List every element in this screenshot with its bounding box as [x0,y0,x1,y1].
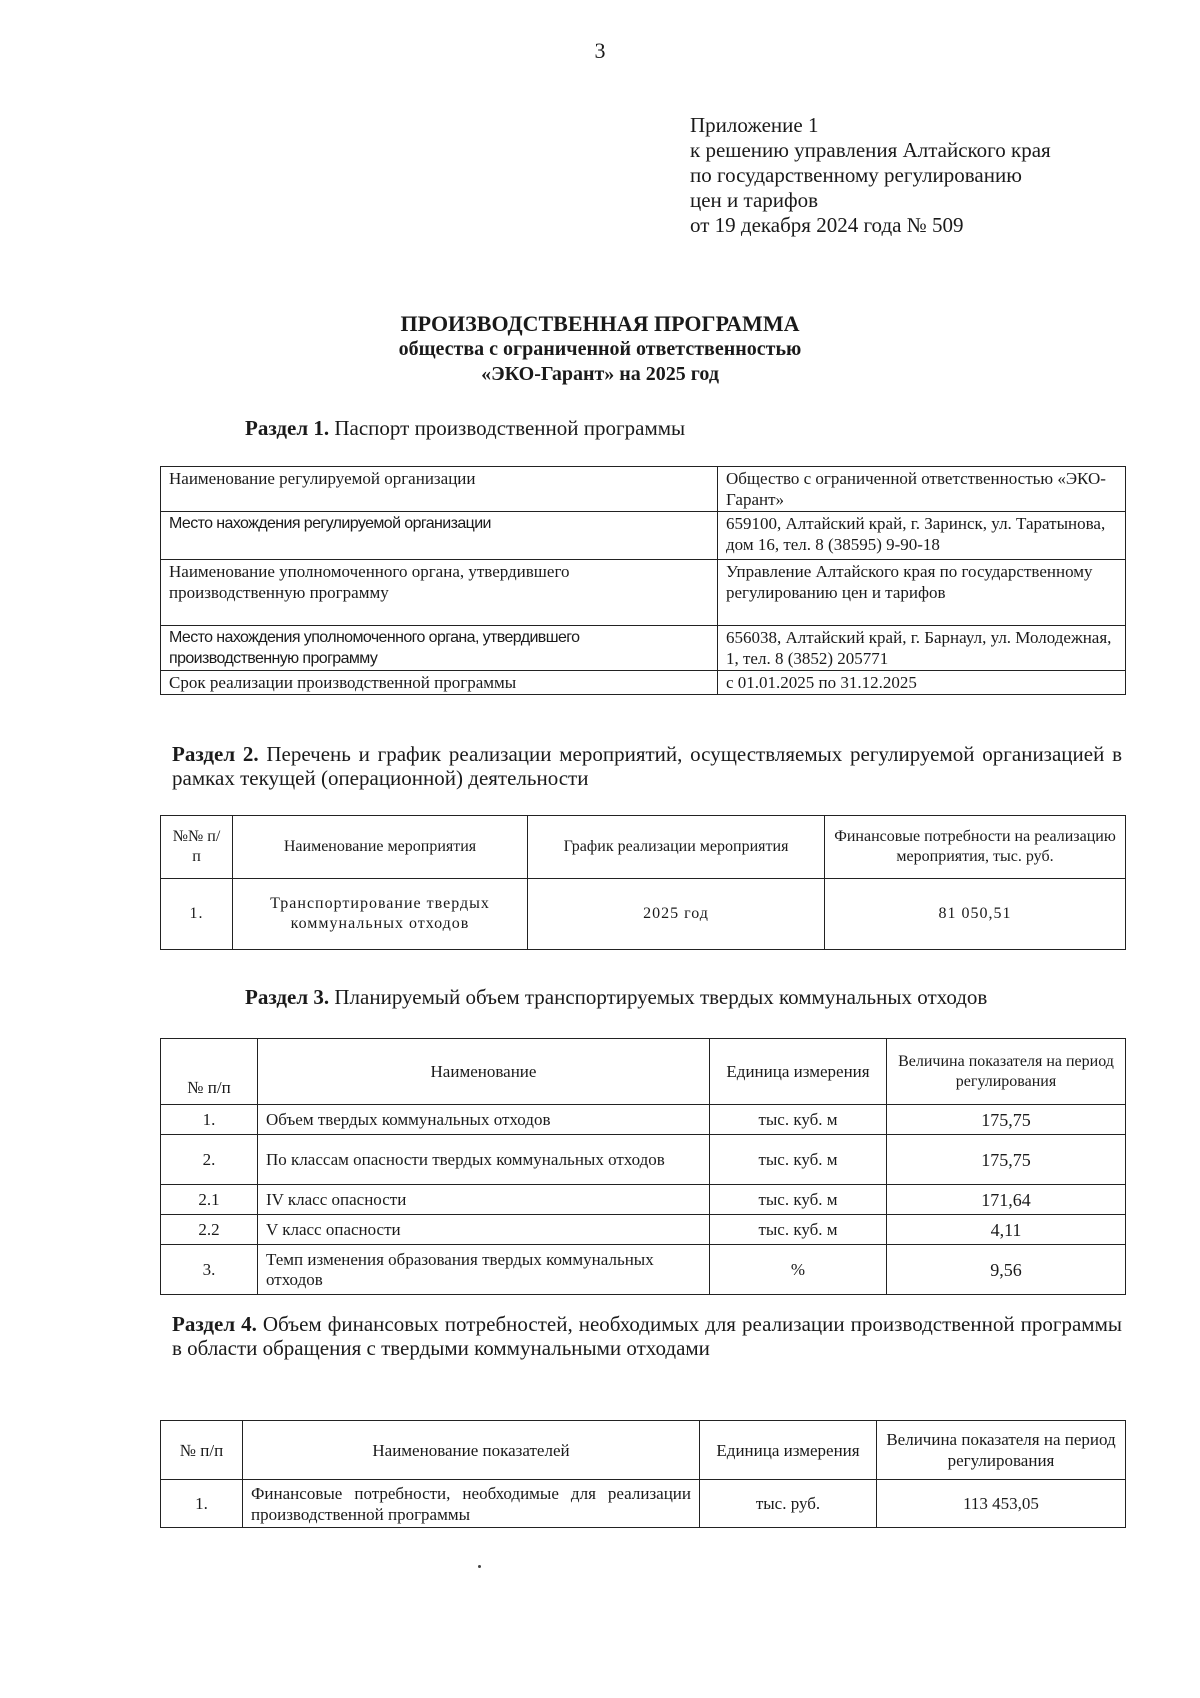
table-cell: Объем твердых коммунальных отходов [258,1105,710,1135]
appendix-line: к решению управления Алтайского края [690,138,1051,162]
table-cell: 4,11 [887,1215,1126,1245]
table-cell: тыс. руб. [700,1480,877,1528]
table-cell: 2025 год [528,879,825,950]
table-row [161,1185,1126,1215]
table-cell: Темп изменения образования твердых коммунальных отходов [258,1245,710,1295]
table-row [161,1245,1126,1295]
table-cell: 171,64 [887,1185,1126,1215]
table-cell: V класс опасности [258,1215,710,1245]
finance-table [160,1420,1126,1528]
section-label: Раздел 2. [172,742,259,766]
passport-table [160,466,1126,695]
table-row [161,879,1126,950]
table-cell: 9,56 [887,1245,1126,1295]
table-cell: Место нахождения регулируемой организации [161,512,718,560]
title-sub: «ЭКО-Гарант» на 2025 год [481,363,719,385]
page-number: 3 [594,38,606,63]
appendix-block [690,113,1051,238]
table-header-row [161,1421,1126,1480]
document-title [0,310,1200,387]
scan-speck [478,1565,481,1568]
column-header: Наименование [258,1039,710,1105]
table-cell: Управление Алтайского края по государственному регулированию цен и тарифов [718,560,1126,626]
table-cell: 175,75 [887,1135,1126,1185]
title-sub: общества с ограниченной ответственностью [398,338,802,360]
table-row [161,512,1126,560]
section-label: Раздел 1. [245,416,330,440]
table-row [161,671,1126,695]
table-header-row [161,816,1126,879]
table-cell: с 01.01.2025 по 31.12.2025 [718,671,1126,695]
appendix-line: по государственному регулированию [690,163,1022,187]
section-label: Раздел 3. [245,985,330,1009]
table-cell: 656038, Алтайский край, г. Барнаул, ул. Молодежная, 1, тел. 8 (3852) 205771 [718,626,1126,671]
section1-heading [245,416,685,440]
table-row [161,467,1126,512]
column-header: Финансовые потребности на реализацию мероприятия, тыс. руб. [825,816,1126,879]
table-header-row [161,1039,1126,1105]
table-row [161,560,1126,626]
section3-heading [245,985,987,1009]
column-header: № п/п [161,1421,243,1480]
table-cell: тыс. куб. м [710,1185,887,1215]
column-header: Единица измерения [700,1421,877,1480]
table-cell: Финансовые потребности, необходимые для реализации производственной программы [243,1480,700,1528]
table-cell: IV класс опасности [258,1185,710,1215]
column-header: Величина показателя на период регулирования [877,1421,1126,1480]
appendix-line: цен и тарифов [690,188,819,212]
column-header: График реализации мероприятия [528,816,825,879]
table-cell: 1. [161,1105,258,1135]
section2-heading [172,742,1122,790]
table-row [161,1135,1126,1185]
column-header: № п/п [161,1039,258,1105]
table-row [161,626,1126,671]
table-cell: 81 050,51 [825,879,1126,950]
column-header: №№ п/п [161,816,233,879]
table-cell: Транспортирование твердых коммунальных отходов [233,879,528,950]
table-cell: 3. [161,1245,258,1295]
table-cell: Срок реализации производственной программы [161,671,718,695]
table-cell: 2. [161,1135,258,1185]
table-cell: тыс. куб. м [710,1215,887,1245]
table-cell: 113 453,05 [877,1480,1126,1528]
table-cell: % [710,1245,887,1295]
table-cell: Место нахождения уполномоченного органа, утвердившего производственную программу [161,626,718,671]
section4-heading [172,1312,1122,1360]
column-header: Наименование мероприятия [233,816,528,879]
table-cell: Наименование уполномоченного органа, утвердившего производственную программу [161,560,718,626]
table-cell: 1. [161,1480,243,1528]
table-row [161,1480,1126,1528]
table-cell: 2.2 [161,1215,258,1245]
table-cell: 2.1 [161,1185,258,1215]
column-header: Величина показателя на период регулирования [887,1039,1126,1105]
section-title: Планируемый объем транспортируемых твердых коммунальных отходов [334,985,988,1009]
column-header: Наименование показателей [243,1421,700,1480]
appendix-line: Приложение 1 [690,113,819,137]
section-title: Объем финансовых потребностей, необходимых для реализации производственной программы в области обращения с твердыми коммунальными отходами [172,1312,1122,1360]
table-cell: По классам опасности твердых коммунальных отходов [258,1135,710,1185]
column-header: Единица измерения [710,1039,887,1105]
table-cell: тыс. куб. м [710,1105,887,1135]
table-cell: Наименование регулируемой организации [161,467,718,512]
table-cell: 659100, Алтайский край, г. Заринск, ул. Таратынова, дом 16, тел. 8 (38595) 9-90-18 [718,512,1126,560]
table-cell: 1. [161,879,233,950]
activities-table [160,815,1126,950]
section-title: Паспорт производственной программы [334,416,686,440]
table-cell: Общество с ограниченной ответственностью «ЭКО-Гарант» [718,467,1126,512]
section-label: Раздел 4. [172,1312,257,1336]
section-title: Перечень и график реализации мероприятий, осуществляемых регулируемой организацией в рамках текущей (операционной) деятельности [172,742,1123,790]
table-row [161,1105,1126,1135]
appendix-line: от 19 декабря 2024 года № 509 [690,213,964,237]
table-cell: тыс. куб. м [710,1135,887,1185]
volume-table [160,1038,1126,1295]
table-cell: 175,75 [887,1105,1126,1135]
table-row [161,1215,1126,1245]
title-main: ПРОИЗВОДСТВЕННАЯ ПРОГРАММА [400,311,800,336]
